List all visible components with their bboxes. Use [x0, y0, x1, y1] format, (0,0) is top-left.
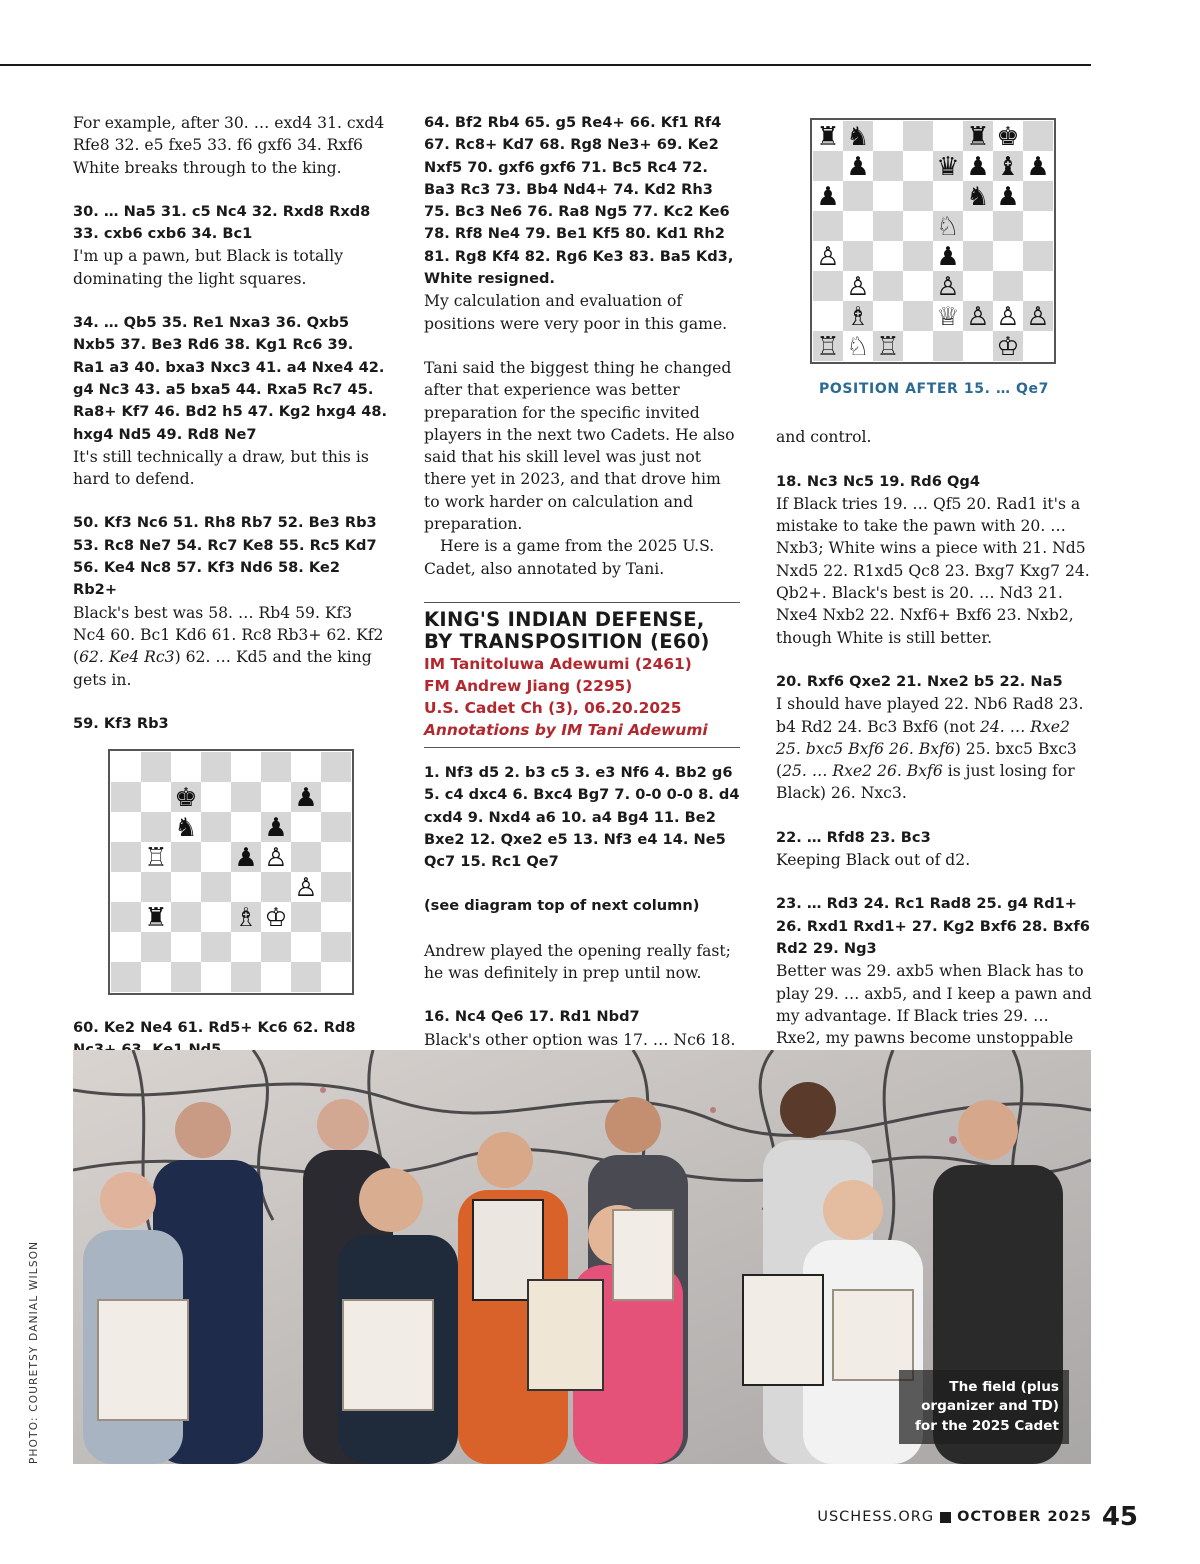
white-pawn-icon: ♙	[264, 843, 288, 874]
chess-diagram-2	[810, 118, 1056, 364]
white-player: IM Tanitoluwa Adewumi (2461)	[424, 654, 692, 673]
page-footer	[817, 1502, 1138, 1532]
section-rule	[424, 747, 740, 748]
board-square	[873, 241, 903, 271]
board-square	[321, 962, 351, 992]
board-square	[231, 962, 261, 992]
white-queen-icon: ♕	[936, 302, 960, 332]
board-square	[903, 241, 933, 271]
move-text: 30. … Na5 31. c5 Nc4 32. Rxd8 Rxd8 33. cxb6 cxb6 34. Bc1	[73, 202, 371, 243]
board-square	[141, 932, 171, 962]
board-square	[111, 872, 141, 902]
chess-diagram-1	[108, 749, 354, 995]
black-pawn-icon: ♟	[294, 783, 318, 814]
board-square	[261, 752, 291, 782]
board-square	[261, 962, 291, 992]
footer-issue: OCTOBER 2025	[957, 1509, 1092, 1525]
black-knight-icon: ♞	[846, 122, 870, 152]
white-king-icon: ♔	[264, 903, 288, 934]
board-square	[993, 271, 1023, 301]
board-square	[873, 301, 903, 331]
board-square	[111, 782, 141, 812]
board-square	[231, 752, 261, 782]
board-square	[171, 902, 201, 932]
white-pawn-icon: ♙	[1026, 302, 1050, 332]
game-heading: KING'S INDIAN DEFENSE, BY TRANSPOSITION (E60)	[424, 607, 710, 653]
board-square	[141, 872, 171, 902]
board-square	[1023, 181, 1053, 211]
board-square	[321, 842, 351, 872]
board-square	[321, 932, 351, 962]
board-square	[201, 842, 231, 872]
board-square	[291, 752, 321, 782]
board-square	[843, 181, 873, 211]
move-text: 34. … Qb5 35. Re1 Nxa3 36. Qxb5 Nxb5 37. Be3 Rd6 38. Kg1 Rc6 39. Ra1 a3 40. bxa3 Nxc3 41. a4 Nxe4 42. g4 Nc3 43. a5 bxa5 44. Rxa5 Rc7 45. Ra8+ Kf7 46. Bd2 h5 47. Kg2 hxg4 48. hxg4 Nd5 49. Rd8 Ne7	[73, 314, 388, 443]
board-square	[291, 812, 321, 842]
white-pawn-icon: ♙	[936, 272, 960, 302]
board-square	[843, 241, 873, 271]
paragraph: My calculation and evaluation of positions were very poor in this game.	[424, 292, 728, 333]
diagram-caption: POSITION AFTER 15. … Qe7	[819, 381, 1049, 397]
move-text: 18. Nc3 Nc5 19. Rd6 Qg4	[776, 472, 980, 490]
board-square	[201, 782, 231, 812]
paragraph: Black's other option was 17. … Nc6 18.	[424, 1030, 736, 1049]
board-square	[201, 752, 231, 782]
diagram-note: (see diagram top of next column)	[424, 897, 700, 915]
board-square	[111, 752, 141, 782]
board-square	[291, 962, 321, 992]
paragraph: Tani said the biggest thing he changed after that experience was better preparation for the specific invited players in the next two Cadets. He also said that his skill level was just not there yet in 2023, and that drove him to work harder on calculation and preparation.	[424, 358, 735, 534]
board-square	[321, 812, 351, 842]
board-square	[201, 932, 231, 962]
black-knight-icon: ♞	[966, 182, 990, 212]
white-pawn-icon: ♙	[966, 302, 990, 332]
white-knight-icon: ♘	[846, 332, 870, 362]
black-queen-icon: ♛	[936, 152, 960, 182]
board-square	[321, 872, 351, 902]
board-square	[201, 872, 231, 902]
paragraph: I'm up a pawn, but Black is totally dominating the light squares.	[73, 247, 344, 288]
board-square	[1023, 271, 1053, 301]
board-square	[201, 902, 231, 932]
top-rule	[0, 64, 1091, 66]
board-square	[111, 902, 141, 932]
footer-site: USCHESS.ORG	[817, 1509, 935, 1525]
board-square	[111, 962, 141, 992]
black-bishop-icon: ♝	[996, 152, 1020, 182]
board-square	[933, 181, 963, 211]
black-pawn-icon: ♟	[846, 152, 870, 182]
black-pawn-icon: ♟	[816, 182, 840, 212]
paragraph: It's still technically a draw, but this is hard to defend.	[73, 447, 369, 489]
board-square	[993, 211, 1023, 241]
board-square	[291, 842, 321, 872]
black-rook-icon: ♜	[144, 903, 168, 934]
board-square	[231, 932, 261, 962]
page-number: 45	[1101, 1502, 1138, 1532]
black-pawn-icon: ♟	[1026, 152, 1050, 182]
paragraph: I should have played 22. Nb6 Rad8 23. b4 Rd2 24. Bc3 Bxf6 (not 24. … Rxe2 25. bxc5 Bxf6 26. Bxf6) 25. bxc5 Bxc3 (25. … Rxe2 26. Bxf6 is just losing for Black) 26. Nxc3.	[776, 695, 1084, 803]
board-square	[321, 782, 351, 812]
board-square	[321, 902, 351, 932]
white-knight-icon: ♘	[936, 212, 960, 242]
board-square	[171, 872, 201, 902]
event-line: U.S. Cadet Ch (3), 06.20.2025	[424, 698, 682, 717]
board-square	[261, 782, 291, 812]
board-square	[171, 752, 201, 782]
board-square	[261, 872, 291, 902]
board-square	[993, 241, 1023, 271]
white-pawn-icon: ♙	[294, 873, 318, 904]
board-square	[201, 812, 231, 842]
board-square	[141, 752, 171, 782]
board-square	[1023, 331, 1053, 361]
board-square	[933, 331, 963, 361]
paragraph: Here is a game from the 2025 U.S. Cadet, also annotated by Tani.	[424, 537, 715, 578]
photo-caption: The field (plus organizer and TD) for the 2025 Cadet	[899, 1370, 1069, 1445]
board-square	[1023, 211, 1053, 241]
black-rook-icon: ♜	[966, 122, 990, 152]
board-square	[231, 782, 261, 812]
section-rule	[424, 602, 740, 603]
board-square	[321, 752, 351, 782]
group-photo	[73, 1050, 1091, 1464]
board-square	[1023, 241, 1053, 271]
board-square	[201, 962, 231, 992]
board-square	[963, 331, 993, 361]
white-pawn-icon: ♙	[816, 242, 840, 272]
board-square	[111, 812, 141, 842]
paragraph: and control.	[776, 428, 872, 447]
annotator-line: Annotations by IM Tani Adewumi	[424, 720, 708, 739]
board-square	[813, 301, 843, 331]
board-square	[171, 842, 201, 872]
white-rook-icon: ♖	[144, 843, 168, 874]
board-square	[813, 211, 843, 241]
move-text: 22. … Rfd8 23. Bc3	[776, 828, 931, 846]
board-square	[903, 331, 933, 361]
chess-board	[810, 118, 1056, 364]
white-rook-icon: ♖	[816, 332, 840, 362]
board-square	[903, 301, 933, 331]
black-king-icon: ♚	[174, 783, 198, 814]
board-square	[291, 902, 321, 932]
footer-square-icon	[940, 1512, 951, 1523]
move-text: 59. Kf3 Rb3	[73, 714, 169, 732]
white-pawn-icon: ♙	[846, 272, 870, 302]
move-text: 64. Bf2 Rb4 65. g5 Re4+ 66. Kf1 Rf4 67. Rc8+ Kd7 68. Rg8 Ne3+ 69. Ke2 Nxf5 70. gxf6 gxf6 71. Bc5 Rc4 72. Ba3 Rc3 73. Bb4 Nd4+ 74. Kd2 Rh3 75. Bc3 Ne6 76. Ra8 Ng5 77. Kc2 Ke6 78. Rf8 Ne4 79. Be1 Kf5 80. Kd1 Rh2 81. Rg8 Kf4 82. Rg6 Ke3 83. Ba5 Kd3, White resigned.	[424, 114, 734, 288]
column-3	[776, 118, 1092, 1138]
board-square	[903, 271, 933, 301]
board-square	[903, 211, 933, 241]
white-king-icon: ♔	[996, 332, 1020, 362]
board-square	[873, 271, 903, 301]
chess-board	[108, 749, 354, 995]
board-square	[873, 121, 903, 151]
board-square	[903, 151, 933, 181]
white-bishop-icon: ♗	[846, 302, 870, 332]
column-2	[424, 112, 740, 1140]
black-king-icon: ♚	[996, 122, 1020, 152]
board-square	[111, 932, 141, 962]
board-square	[1023, 121, 1053, 151]
board-square	[813, 151, 843, 181]
paragraph: If Black tries 19. … Qf5 20. Rad1 it's a mistake to take the pawn with 20. … Nxb3; White wins a piece with 21. Nd5 Nxd5 22. R1xd5 Qc8 23. Bxg7 Kxg7 24. Qb2+. Black's best is 20. … Nd3 21. Nxe4 Nxb2 22. Nxf6+ Bxf6 23. Nxb2, though White is still better.	[776, 494, 1090, 647]
board-square	[231, 872, 261, 902]
board-square	[171, 932, 201, 962]
paragraph: Black's best was 58. … Rb4 59. Kf3 Nc4 60. Bc1 Kd6 61. Rc8 Rb3+ 62. Kf2 (62. Ke4 Rc3) 62. … Kd5 and the king gets in.	[73, 603, 384, 689]
board-square	[873, 151, 903, 181]
white-rook-icon: ♖	[876, 332, 900, 362]
move-text: 16. Nc4 Qe6 17. Rd1 Nbd7	[424, 1008, 640, 1026]
board-square	[141, 962, 171, 992]
board-square	[963, 211, 993, 241]
black-rook-icon: ♜	[816, 122, 840, 152]
board-square	[231, 812, 261, 842]
board-square	[261, 932, 291, 962]
board-square	[111, 842, 141, 872]
board-square	[843, 211, 873, 241]
board-square	[873, 181, 903, 211]
board-square	[963, 241, 993, 271]
paragraph: Better was 29. axb5 when Black has to play 29. … axb5, and I keep a pawn and my advantage. If Black tries 29. … Rxe2, my pawns become unstoppable	[776, 962, 1092, 1048]
paragraph: For example, after 30. … exd4 31. cxd4 Rfe8 32. e5 fxe5 33. f6 gxf6 34. Rxf6 White breaks through to the king.	[73, 114, 385, 177]
black-pawn-icon: ♟	[966, 152, 990, 182]
photo-credit: PHOTO: COURETSY DANIAL WILSON	[28, 1240, 40, 1464]
board-square	[141, 782, 171, 812]
board-square	[171, 962, 201, 992]
black-pawn-icon: ♟	[936, 242, 960, 272]
move-text: 1. Nf3 d5 2. b3 c5 3. e3 Nf6 4. Bb2 g6 5. c4 dxc4 6. Bxc4 Bg7 7. 0-0 0-0 8. d4 cxd4 9. Nxd4 a6 10. a4 Bg4 11. Be2 Bxe2 12. Qxe2 e5 13. Nf3 e4 14. Ne5 Qc7 15. Rc1 Qe7	[424, 763, 740, 871]
white-bishop-icon: ♗	[234, 903, 258, 934]
black-player: FM Andrew Jiang (2295)	[424, 676, 633, 695]
move-text: 50. Kf3 Nc6 51. Rh8 Rb7 52. Be3 Rb3 53. Rc8 Ne7 54. Rc7 Ke8 55. Rc5 Kd7 56. Ke4 Nc8 57. Kf3 Nd6 58. Ke2 Rb2+	[73, 514, 377, 599]
white-pawn-icon: ♙	[996, 302, 1020, 332]
board-square	[903, 121, 933, 151]
board-square	[813, 271, 843, 301]
black-pawn-icon: ♟	[996, 182, 1020, 212]
paragraph: Andrew played the opening really fast; he was definitely in prep until now.	[424, 941, 731, 983]
board-square	[963, 271, 993, 301]
move-text: 60. Ke2 Ne4 61. Rd5+ Kc6 62. Rd8	[73, 1019, 356, 1037]
black-pawn-icon: ♟	[264, 813, 288, 844]
board-square	[933, 121, 963, 151]
column-1	[73, 112, 389, 1106]
paragraph: Keeping Black out of d2.	[776, 851, 971, 870]
board-square	[903, 181, 933, 211]
board-square	[873, 211, 903, 241]
board-square	[141, 812, 171, 842]
move-text: 20. Rxf6 Qxe2 21. Nxe2 b5 22. Na5	[776, 672, 1063, 690]
black-knight-icon: ♞	[174, 813, 198, 844]
board-square	[291, 932, 321, 962]
black-pawn-icon: ♟	[234, 843, 258, 874]
move-text: 23. … Rd3 24. Rc1 Rad8 25. g4 Rd1+ 26. Rxd1 Rxd1+ 27. Kg2 Bxf6 28. Bxf6 Rd2 29. Ng3	[776, 895, 1090, 957]
